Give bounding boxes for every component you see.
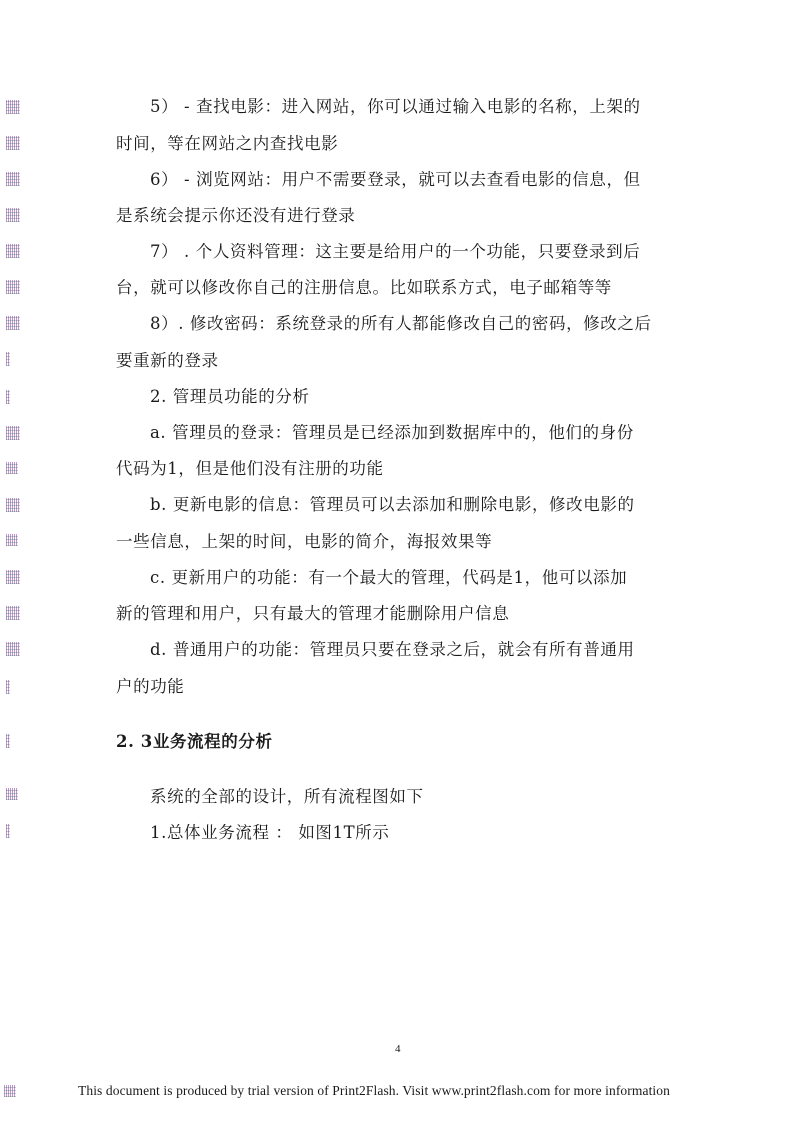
body-line: 8）. 修改密码：系统登录的所有人都能修改自己的密码，修改之后	[150, 314, 652, 333]
margin-mark	[6, 824, 10, 838]
body-line: 是系统会提示你还没有进行登录	[116, 206, 356, 225]
body-line: c. 更新用户的功能：有一个最大的管理，代码是1，他可以添加	[150, 568, 628, 587]
margin-mark	[6, 390, 10, 404]
trial-watermark-footer: This document is produced by trial version of Print2Flash. Visit www.print2flash.com for more information	[78, 1083, 670, 1098]
margin-mark	[6, 100, 20, 114]
body-line: 7） . 个人资料管理：这主要是给用户的一个功能，只要登录到后	[150, 242, 641, 261]
body-line: 新的管理和用户，只有最大的管理才能删除用户信息	[116, 604, 510, 623]
margin-mark	[6, 316, 20, 330]
margin-mark	[6, 570, 20, 584]
body-line: 台，就可以修改你自己的注册信息。比如联系方式，电子邮箱等等	[116, 278, 612, 297]
body-line: b. 更新电影的信息：管理员可以去添加和删除电影，修改电影的	[150, 495, 635, 514]
margin-mark	[6, 462, 18, 474]
body-line: 时间，等在网站之内查找电影	[116, 134, 339, 153]
margin-mark	[6, 352, 10, 366]
subsection-heading: 2. 管理员功能的分析	[150, 387, 310, 406]
page-number: 4	[395, 1043, 401, 1055]
body-line: 要重新的登录	[116, 351, 219, 370]
left-margin-artifacts	[0, 0, 30, 1123]
section-heading: 2. 3业务流程的分析	[116, 732, 273, 751]
margin-mark	[6, 426, 20, 440]
body-line: 6） - 浏览网站：用户不需要登录，就可以去查看电影的信息，但	[150, 170, 641, 189]
margin-mark	[6, 280, 20, 294]
margin-mark	[6, 642, 20, 656]
body-line: 1.总体业务流程 ： 如图1T所示	[150, 823, 390, 842]
body-line: 户的功能	[116, 677, 185, 696]
margin-mark	[6, 208, 20, 222]
body-line: 5） - 查找电影：进入网站，你可以通过输入电影的名称，上架的	[150, 97, 641, 116]
margin-mark	[6, 498, 20, 512]
body-line: d. 普通用户的功能：管理员只要在登录之后，就会有所有普通用	[150, 640, 635, 659]
margin-mark	[6, 606, 20, 620]
margin-mark	[6, 680, 10, 694]
body-line: 系统的全部的设计，所有流程图如下	[150, 787, 424, 806]
body-line: a. 管理员的登录：管理员是已经添加到数据库中的，他们的身份	[150, 423, 634, 442]
margin-mark	[6, 172, 20, 186]
margin-mark	[6, 244, 20, 258]
margin-mark	[4, 1085, 16, 1097]
margin-mark	[6, 734, 10, 748]
body-line: 一些信息，上架的时间，电影的简介，海报效果等	[116, 532, 493, 551]
body-line: 代码为1，但是他们没有注册的功能	[116, 459, 384, 478]
margin-mark	[6, 788, 18, 800]
margin-mark	[6, 534, 18, 546]
margin-mark	[6, 136, 20, 150]
